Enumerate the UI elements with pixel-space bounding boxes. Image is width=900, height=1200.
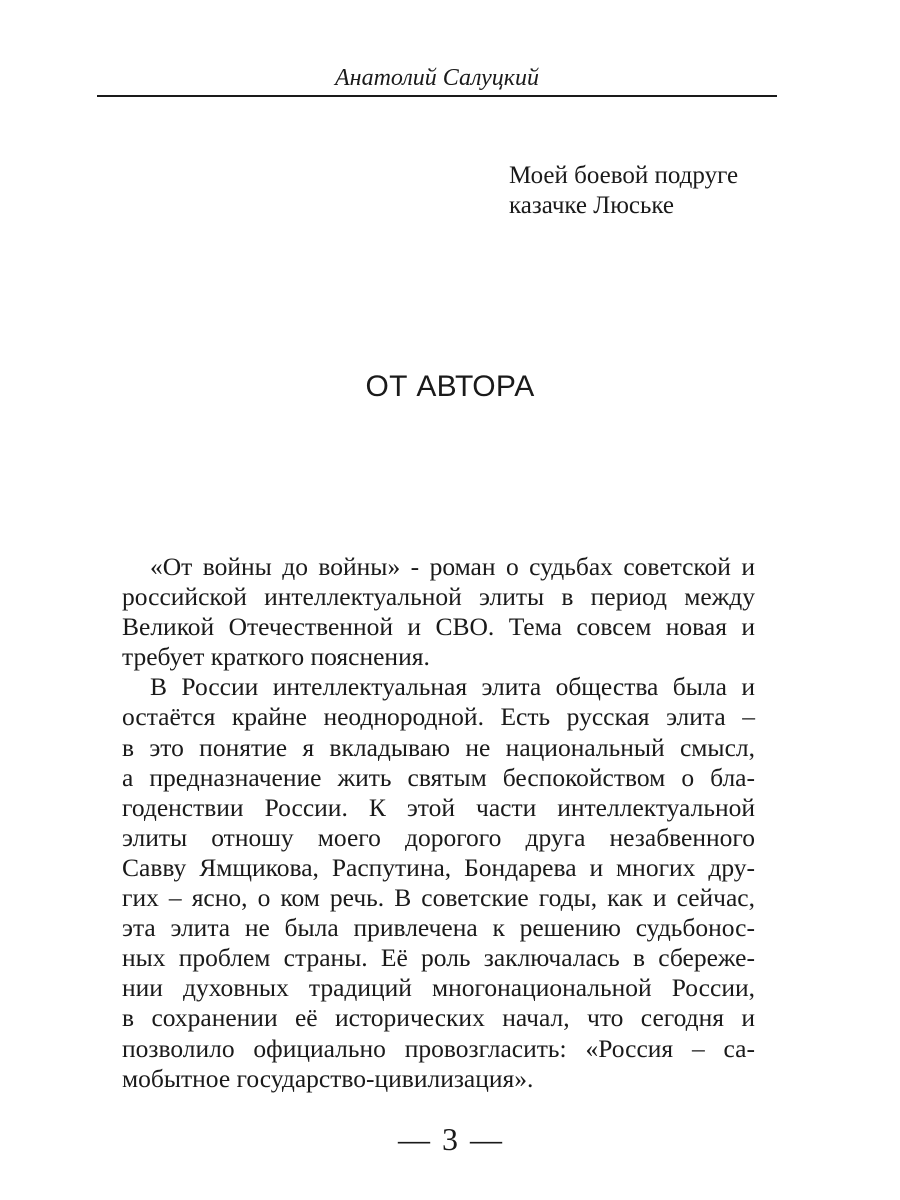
running-head: Анатолий Салуцкий (335, 65, 539, 91)
chapter-title: ОТ АВТОРА (365, 370, 535, 403)
text-line: эта элита не была привлечена к решению судьбонос- (122, 913, 755, 943)
text-line: остаётся крайне неоднородной. Есть русская элита – (122, 702, 755, 732)
text-line: требует краткого пояснения. (122, 642, 430, 672)
text-line: элиты отношу моего дорогого друга незабвенного (122, 822, 755, 852)
folio-dash-left: — (398, 1121, 430, 1157)
text-line: гих – ясно, о ком речь. В советские годы, как и сейчас, (122, 883, 755, 913)
text-line: годенствии России. К этой части интеллектуальной (122, 792, 755, 822)
text-line: а предназначение жить святым беспокойством о бла- (122, 762, 755, 792)
dedication-line: Моей боевой подруге (509, 162, 739, 189)
paragraph (122, 672, 755, 1093)
text-line: ных проблем страны. Её роль заключалась в сбереже- (122, 943, 755, 973)
text-line: в это понятие я вкладываю не национальный смысл, (122, 732, 755, 762)
paragraph (122, 552, 755, 672)
page-number (0, 1119, 900, 1159)
text-line: нии духовных традиций многонациональной России, (122, 973, 755, 1003)
text-line: Великой Отечественной и СВО. Тема совсем новая и (122, 612, 755, 642)
header-rule (97, 95, 777, 97)
text-line: Савву Ямщикова, Распутина, Бондарева и многих дру- (122, 852, 755, 882)
dedication (509, 161, 738, 221)
text-line: мобытное государство-цивилизация». (122, 1063, 534, 1093)
text-line: позволило официально провозгласить: «Россия – са- (122, 1033, 755, 1063)
text-line: российской интеллектуальной элиты в период между (122, 582, 755, 612)
text-line: в сохранении её исторических начал, что сегодня и (122, 1003, 755, 1033)
text-line: В России интеллектуальная элита общества была и (150, 672, 755, 702)
text-line: «От войны до войны» - роман о судьбах советской и (150, 552, 755, 581)
page-number-value: 3 (442, 1121, 458, 1157)
folio-dash-right: — (470, 1121, 502, 1157)
dedication-line: казачке Люське (509, 192, 675, 219)
body-text (122, 552, 755, 1094)
